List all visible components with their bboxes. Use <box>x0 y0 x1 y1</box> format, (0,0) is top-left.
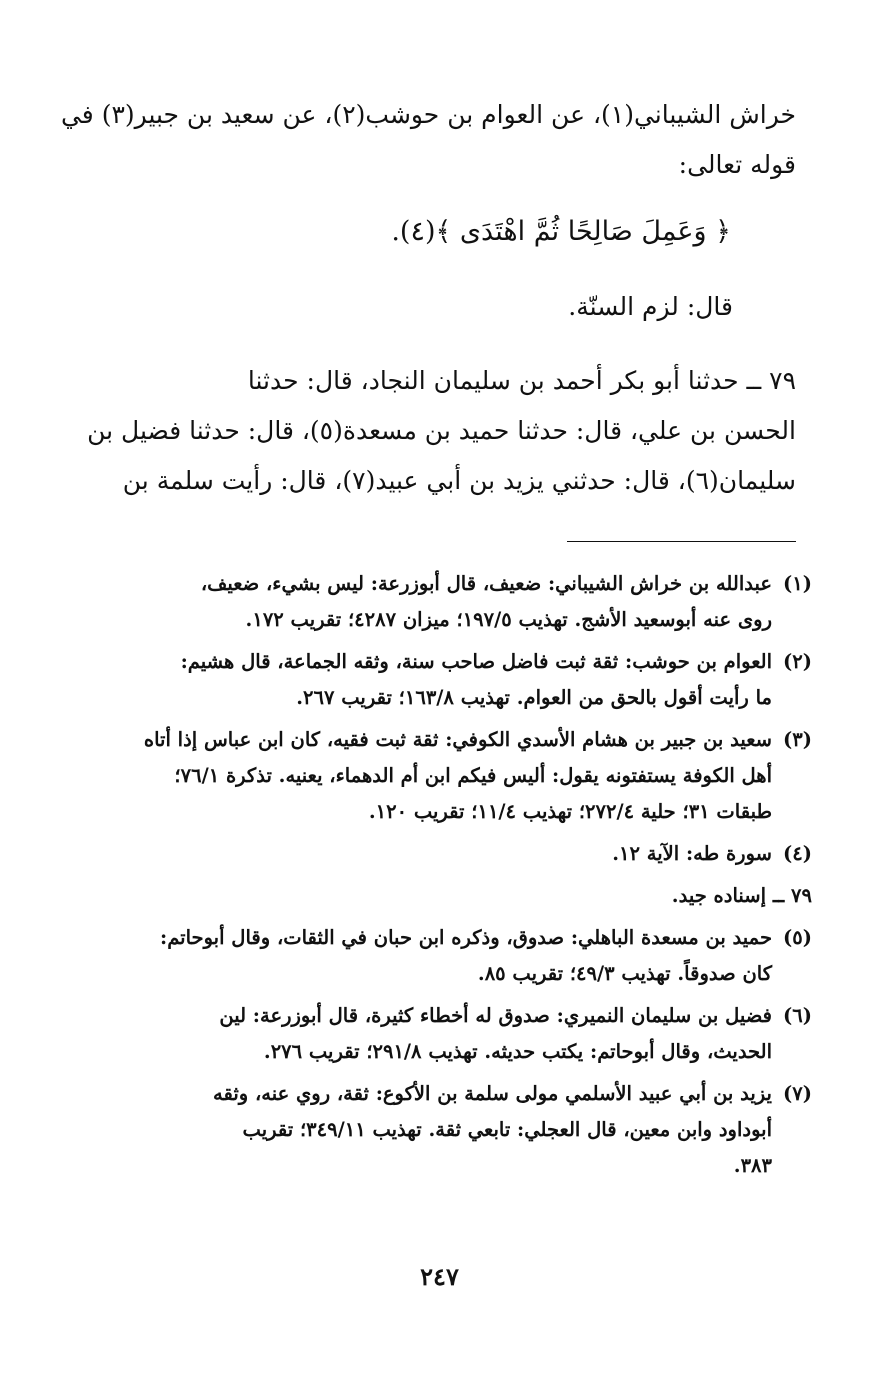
footnote <box>104 836 812 872</box>
footnote-line: الحديث، وقال أبوحاتم: يكتب حديثه. تهذيب ٢٩١/٨؛ تقريب ٢٧٦. <box>263 1040 772 1063</box>
footnotes <box>104 566 812 1190</box>
footnote-number: (١) <box>783 572 812 595</box>
footnote-line: حميد بن مسعدة الباهلي: صدوق، وذكره ابن حبان في الثقات، وقال أبوحاتم: <box>160 926 772 949</box>
footnote <box>104 722 812 830</box>
footnote-line: ٣٨٣. <box>733 1154 772 1177</box>
footnote-line: العوام بن حوشب: ثقة ثبت فاضل صاحب سنة، وثقه الجماعة، قال هشيم: <box>180 650 772 673</box>
footnote-line: سعيد بن جبير بن هشام الأسدي الكوفي: ثقة ثبت فقيه، كان ابن عباس إذا أتاه <box>143 728 772 751</box>
footnote <box>104 644 812 716</box>
footnote-line: يزيد بن أبي عبيد الأسلمي مولى سلمة بن الأكوع: ثقة، روي عنه، وثقه <box>213 1082 772 1105</box>
main-line: الحسن بن علي، قال: حدثنا حميد بن مسعدة(٥)، قال: حدثنا فضيل بن <box>87 416 796 445</box>
footnote <box>104 998 812 1070</box>
footnote-number: (٦) <box>783 1004 812 1027</box>
statement-line: قال: لزم السنّة. <box>568 292 733 321</box>
footnote-number: (٤) <box>783 842 812 865</box>
page-number: ٢٤٧ <box>420 1262 459 1291</box>
footnote-number: (٧) <box>783 1082 812 1105</box>
footnote-line: عبدالله بن خراش الشيباني: ضعيف، قال أبوزرعة: ليس بشيء، ضعيف، <box>200 572 772 595</box>
isnad-note: ٧٩ ــ إسناده جيد. <box>671 884 812 907</box>
footnote-number: (٣) <box>783 728 812 751</box>
footnote-number: (٥) <box>783 926 812 949</box>
footnote-line: أهل الكوفة يستفتونه يقول: أليس فيكم ابن أم الدهماء، يعنيه. تذكرة ٧٦/١؛ <box>174 764 772 787</box>
main-line: ٧٩ ــ حدثنا أبو بكر أحمد بن سليمان النجاد، قال: حدثنا <box>247 366 796 395</box>
footnote-line: سورة طه: الآية ١٢. <box>612 842 772 865</box>
main-line: خراش الشيباني(١)، عن العوام بن حوشب(٢)، عن سعيد بن جبير(٣) في <box>60 100 796 129</box>
footnote-number: (٢) <box>783 650 812 673</box>
footnote <box>104 1076 812 1184</box>
footnote <box>104 920 812 992</box>
footnote-separator <box>567 541 796 542</box>
footnote-line: كان صدوقاً. تهذيب ٤٩/٣؛ تقريب ٨٥. <box>477 962 772 985</box>
footnote-line: أبوداود وابن معين، قال العجلي: تابعي ثقة. تهذيب ٣٤٩/١١؛ تقريب <box>242 1118 772 1141</box>
main-paragraph-1 <box>60 90 796 190</box>
footnote <box>104 566 812 638</box>
quran-verse: ﴿ وَعَمِلَ صَالِحًا ثُمَّ اهْتَدَى ﴾(٤). <box>391 216 731 247</box>
main-line: سليمان(٦)، قال: حدثني يزيد بن أبي عبيد(٧)، قال: رأيت سلمة بن <box>122 466 796 495</box>
main-line: قوله تعالى: <box>678 150 796 179</box>
main-paragraph-2 <box>87 356 796 506</box>
footnote-line: ما رأيت أقول بالحق من العوام. تهذيب ١٦٣/٨؛ تقريب ٢٦٧. <box>296 686 772 709</box>
footnote-line: روى عنه أبوسعيد الأشج. تهذيب ١٩٧/٥؛ ميزان ٤٢٨٧؛ تقريب ١٧٢. <box>245 608 772 631</box>
footnote-line: فضيل بن سليمان النميري: صدوق له أخطاء كثيرة، قال أبوزرعة: لين <box>219 1004 772 1027</box>
footnote-line: طبقات ٣١؛ حلية ٢٧٢/٤؛ تهذيب ١١/٤؛ تقريب ١٢٠. <box>368 800 772 823</box>
